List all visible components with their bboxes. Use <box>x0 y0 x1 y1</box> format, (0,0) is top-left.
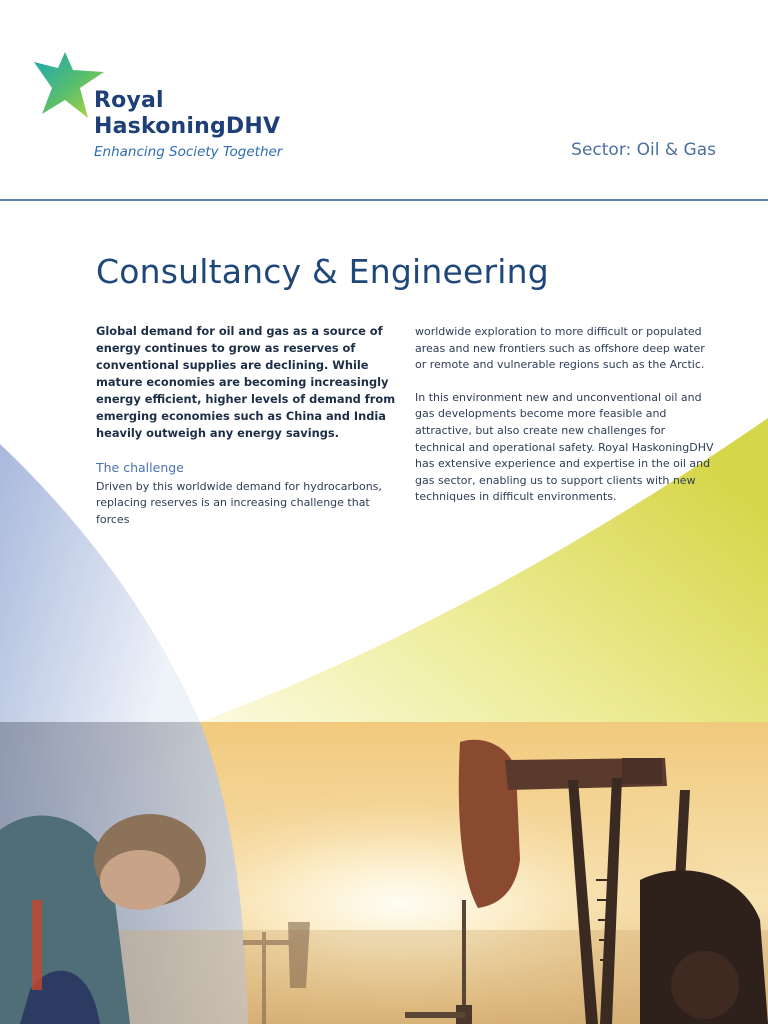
sector-label: Sector: Oil & Gas <box>571 140 716 160</box>
brand-tagline: Enhancing Society Together <box>94 144 283 160</box>
body-paragraph-2: In this environment new and unconventional oil and gas developments become more feasible and attractive, but also create new challenges for technical and operational safety. Royal HaskoningDHV has extensive experience and expertise in the oil and gas sector, enabling us to support clients with new techniques in difficult environments. <box>415 390 714 504</box>
page-title: Consultancy & Engineering <box>96 252 549 291</box>
body-paragraph-1: worldwide exploration to more difficult or populated areas and new frontiers such as offshore deep water or remote and vulnerable regions such as the Arctic. <box>415 325 705 372</box>
challenge-paragraph: Driven by this worldwide demand for hydrocarbons, replacing reserves is an increasing challenge that forces <box>96 479 382 526</box>
brand-name-line1: Royal <box>94 88 164 113</box>
intro-paragraph: Global demand for oil and gas as a source of energy continues to grow as reserves of conventional supplies are declining. While mature economies are becoming increasingly energy efficient, higher levels of demand from emerging economies such as China and India heavily outweigh any energy savings. <box>96 324 396 440</box>
left-column <box>96 323 396 544</box>
right-column <box>415 324 715 522</box>
company-logo <box>30 50 310 170</box>
header-divider <box>0 199 768 201</box>
challenge-heading: The challenge <box>96 460 184 475</box>
brand-name-line2: HaskoningDHV <box>94 114 281 139</box>
